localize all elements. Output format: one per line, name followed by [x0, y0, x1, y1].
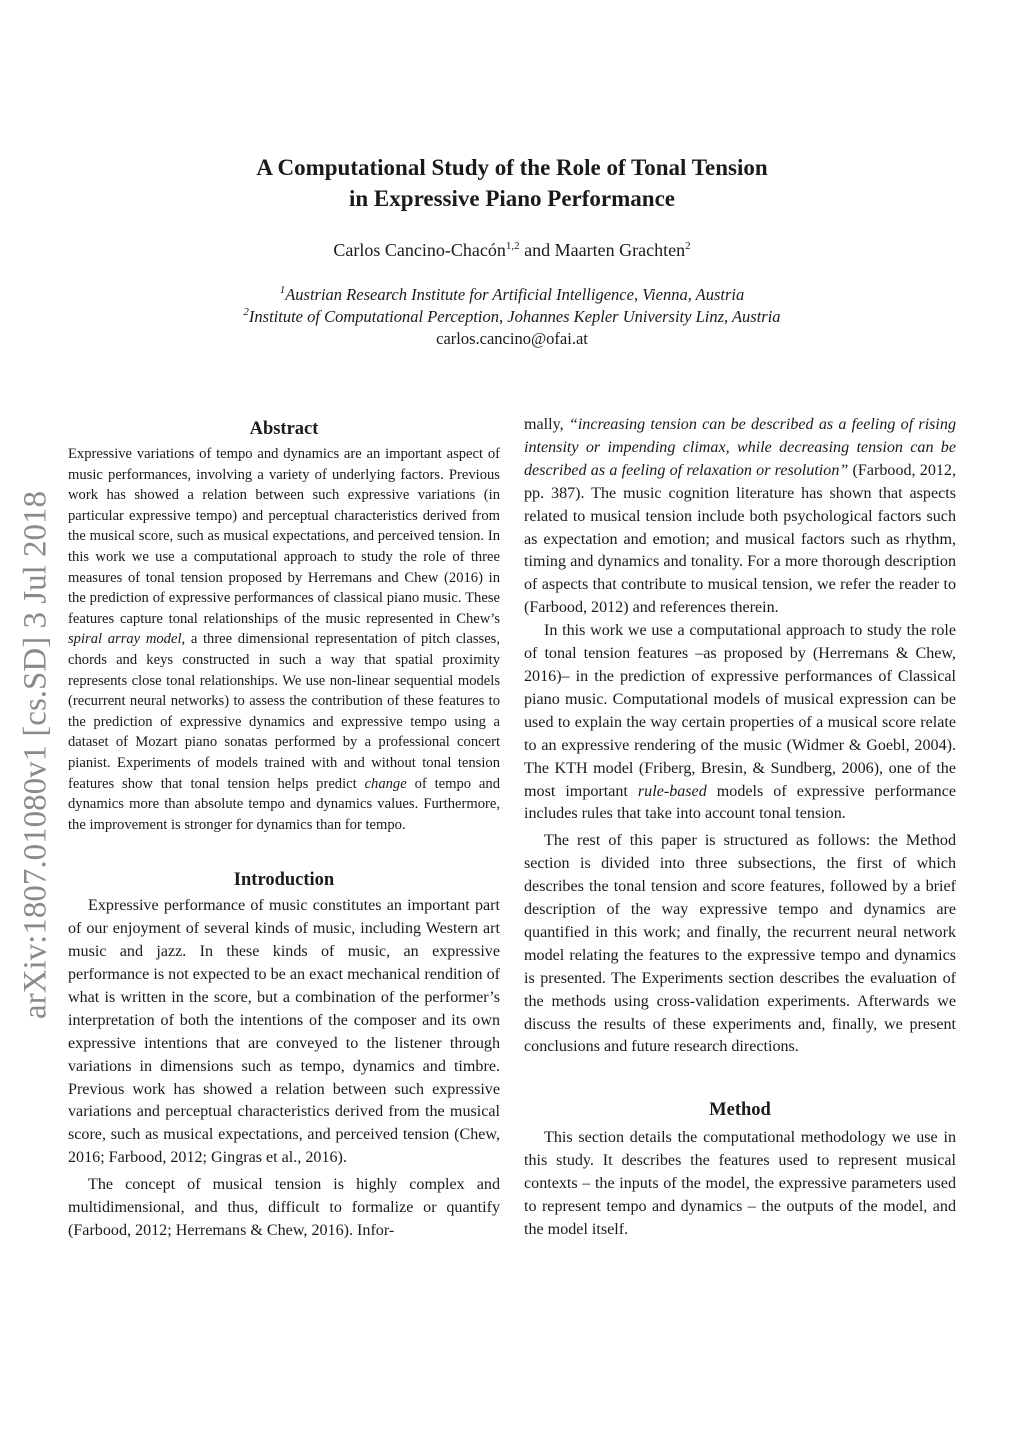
right-column [524, 414, 956, 1242]
left-column [68, 414, 500, 1243]
introduction-paragraph-1: Expressive performance of music constitutes an important part of our enjoyment of several kinds of music, including Western art music and jazz. In these kinds of music, an expressive performance is not expected to be an exact mechanical rendition of what is written in the score, but a combination of the performer’s interpretation of both the intentions of the composer and its own expressive intentions that are conveyed to the listener through variations in dimensions such as tempo, dynamics and timbre. Previous work has showed a relation between such expressive variations and perceptual characteristics derived from the musical score, such as musical expectations, and perceived tension (Chew, 2016; Farbood, 2012; Gingras et al., 2016). [68, 897, 500, 1167]
affiliation-2: $^2$Institute of Computational Perception, Johannes Kepler University Linz, Austria [243, 306, 781, 326]
author-2-affiliation-marker: 2 [685, 240, 691, 252]
abstract-heading: Abstract [249, 419, 319, 439]
abstract-emphasis-spiral-array: spiral array model [68, 631, 182, 648]
paper-title [0, 152, 1024, 214]
author-1: Carlos Cancino-Chacón [333, 240, 506, 260]
tension-quote: “increasing tension can be described as a feeling of rising intensity or impending climax, while decreasing tension can be described as a feeling of relaxation or resolution” [524, 416, 956, 479]
title-line-1: A Computational Study of the Role of Tonal Tension [256, 155, 768, 180]
author-list [0, 238, 1024, 262]
affiliation-1-marker: 1 [279, 284, 286, 296]
method-paragraph-1: This section details the computational methodology we use in this study. It describes the features used to represent musical contexts – the inputs of the model, the expressive parameters used to represent tempo and dynamics – the outputs of the model, and the model itself. [524, 1129, 956, 1238]
abstract-emphasis-change: change [364, 775, 407, 792]
rule-based-emphasis: rule-based [637, 782, 707, 800]
title-line-2: in Expressive Piano Performance [349, 186, 675, 211]
author-1-affiliation-marker: 1,2 [505, 240, 520, 252]
introduction-heading: Introduction [233, 870, 335, 891]
contact-email[interactable]: carlos.cancino@ofai.at [436, 329, 588, 348]
author-conjunction: and [519, 240, 555, 260]
affiliation-1: $^1$Austrian Research Institute for Artificial Intelligence, Vienna, Austria [279, 284, 745, 304]
method-heading: Method [709, 1100, 771, 1121]
abstract-text: Expressive variations of tempo and dynamics are an important aspect of music performances, involving a variety of underlying factors. Previous work has showed a relation between such expressive variations (in particular expressive tempo) and perceptual characteristics derived from the musical score, such as musical expectations, and perceived tension. In this work we use a computational approach to study the role of three measures of tonal tension proposed by Herremans and Chew (2016) in the prediction of expressive performances of classical piano music. These features capture tonal relationships of the music represented in Chew’s spiral array model, a three dimensional representation of pitch classes, chords and keys constructed in such a way that spatial proximity represents close tonal relationships. We use non-linear sequential models (recurrent neural networks) to assess the contribution of these features to the prediction of expressive dynamics and expressive tempo using a dataset of Mozart piano sonatas performed by a professional concert pianist. Experiments of models trained with and without tonal tension features show that tonal tension helps predict change of tempo and dynamics more than absolute tempo and dynamics values. Furthermore, the improvement is stronger for dynamics than for tempo. [68, 446, 501, 833]
introduction-paragraph-2: The concept of musical tension is highly complex and multidimensional, and thus, difficult to formalize or quantify (Farbood, 2012; Herremans & Chew, 2016). Infor- [68, 1176, 500, 1239]
arxiv-identifier: arXiv:1807.01080v1 [cs.SD] 3 Jul 2018 [17, 491, 54, 1019]
affiliation-2-marker: 2 [243, 306, 249, 318]
tension-definition-paragraph: mally, “increasing tension can be described as a feeling of rising intensity or impending climax, while decreasing tension can be described as a feeling of relaxation or resolution” (Farbood, 2012, pp. 387). The music cognition literature has shown that aspects related to musical tension include both psychological factors such as expectation and emotion; and musical factors such as rhythm, timing and dynamics and tonality. For a more thorough description of aspects that contribute to musical tension, we refer the reader to (Farbood, 2012) and references therein. [524, 416, 956, 617]
approach-paragraph: In this work we use a computational approach to study the role of tonal tension features –as proposed by (Herremans & Chew, 2016)– in the prediction of expressive performances of Classical piano music. Computational models of musical expression can be used to explain the way certain properties of a musical score relate to an expressive rendering of the music (Widmer & Goebl, 2004). The KTH model (Friberg, Bresin, & Sundberg, 2006), one of the most important rule-based models of expressive performance includes rules that take into account tonal tension. [524, 622, 956, 823]
arxiv-sidebar [14, 460, 58, 1050]
structure-paragraph: The rest of this paper is structured as follows: the Method section is divided into three subsections, the first of which describes the tonal tension and score features, followed by a brief description of the way expressive tempo and dynamics are quantified in this work; and finally, the recurrent neural network model relating the features to the expressive tempo and dynamics is presented. The Experiments section describes the evaluation of the methods using cross-validation experiments. Afterwards we discuss the results of these experiments and, finally, we present conclusions and future research directions. [524, 832, 956, 1056]
author-2: Maarten Grachten [554, 240, 686, 260]
affiliations [0, 284, 1024, 350]
